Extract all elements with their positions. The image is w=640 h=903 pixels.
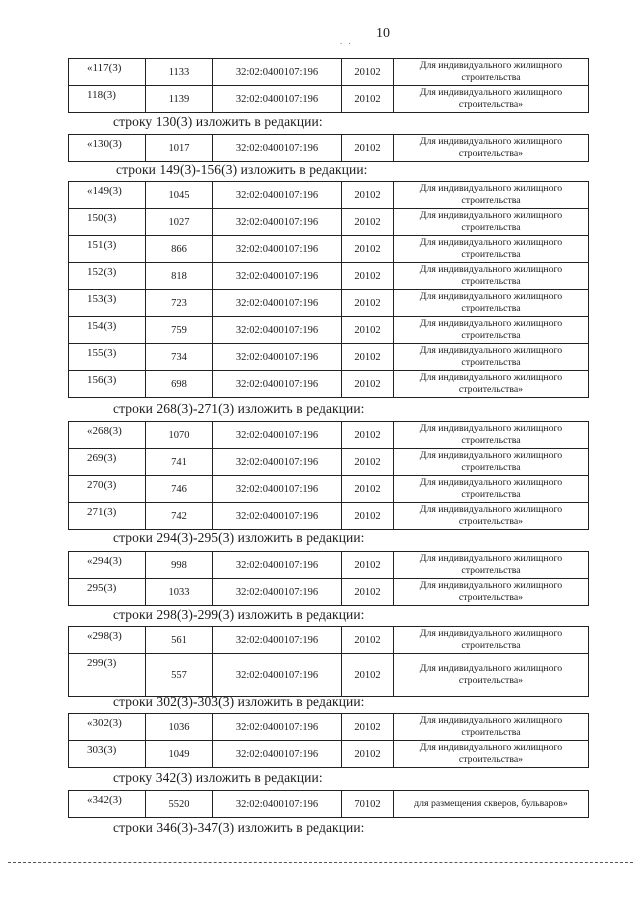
table-row — [69, 371, 589, 398]
code-cell: 20102 — [342, 317, 394, 344]
cadastral-number-cell: 32:02:0400107:196 — [213, 552, 342, 579]
code-cell: 20102 — [342, 714, 394, 741]
table-row — [69, 449, 589, 476]
cadastral-number-cell: 32:02:0400107:196 — [213, 371, 342, 398]
cadastral-number-cell: 32:02:0400107:196 — [213, 422, 342, 449]
cadastral-number-cell: 32:02:0400107:196 — [213, 263, 342, 290]
code-cell: 20102 — [342, 371, 394, 398]
purpose-cell: Для индивидуального жилищного строительства» — [394, 86, 589, 113]
table-row — [69, 503, 589, 530]
area-cell: 1027 — [146, 209, 213, 236]
area-cell: 818 — [146, 263, 213, 290]
row-number-cell: 270(3) — [69, 476, 146, 503]
area-cell: 723 — [146, 290, 213, 317]
code-cell: 70102 — [342, 791, 394, 818]
code-cell: 20102 — [342, 741, 394, 768]
area-cell: 1017 — [146, 135, 213, 162]
code-cell: 20102 — [342, 59, 394, 86]
table-row — [69, 654, 589, 697]
area-cell: 1070 — [146, 422, 213, 449]
amendment-caption: строки 149(3)-156(3) изложить в редакции: — [116, 162, 368, 177]
cadastral-number-cell: 32:02:0400107:196 — [213, 791, 342, 818]
area-cell: 1139 — [146, 86, 213, 113]
area-cell: 1033 — [146, 579, 213, 606]
amendment-caption: строки 346(3)-347(3) изложить в редакции: — [113, 820, 365, 835]
land-plot-table — [68, 626, 589, 697]
table-row — [69, 182, 589, 209]
row-number-cell: «302(3) — [69, 714, 146, 741]
code-cell: 20102 — [342, 579, 394, 606]
land-plot-table — [68, 790, 589, 818]
cadastral-number-cell: 32:02:0400107:196 — [213, 627, 342, 654]
cadastral-number-cell: 32:02:0400107:196 — [213, 135, 342, 162]
footer-dashed-line — [8, 862, 633, 863]
land-plot-table — [68, 134, 589, 162]
row-number-cell: 303(3) — [69, 741, 146, 768]
row-number-cell: 271(3) — [69, 503, 146, 530]
table-row — [69, 209, 589, 236]
area-cell: 698 — [146, 371, 213, 398]
purpose-cell: Для индивидуального жилищного строительства — [394, 627, 589, 654]
land-plot-table — [68, 551, 589, 606]
cadastral-number-cell: 32:02:0400107:196 — [213, 579, 342, 606]
code-cell: 20102 — [342, 209, 394, 236]
land-plot-table — [68, 181, 589, 398]
code-cell: 20102 — [342, 654, 394, 697]
purpose-cell: Для индивидуального жилищного строительства — [394, 290, 589, 317]
land-plot-table — [68, 421, 589, 530]
table-row — [69, 290, 589, 317]
cadastral-number-cell: 32:02:0400107:196 — [213, 344, 342, 371]
table-row — [69, 422, 589, 449]
area-cell: 742 — [146, 503, 213, 530]
purpose-cell: Для индивидуального жилищного строительства — [394, 263, 589, 290]
code-cell: 20102 — [342, 627, 394, 654]
table-row — [69, 236, 589, 263]
table-row — [69, 86, 589, 113]
code-cell: 20102 — [342, 236, 394, 263]
purpose-cell: Для индивидуального жилищного строительства» — [394, 579, 589, 606]
row-number-cell: «298(3) — [69, 627, 146, 654]
cadastral-number-cell: 32:02:0400107:196 — [213, 209, 342, 236]
code-cell: 20102 — [342, 422, 394, 449]
cadastral-number-cell: 32:02:0400107:196 — [213, 476, 342, 503]
purpose-cell: Для индивидуального жилищного строительства — [394, 317, 589, 344]
code-cell: 20102 — [342, 135, 394, 162]
purpose-cell: Для индивидуального жилищного строительства» — [394, 741, 589, 768]
code-cell: 20102 — [342, 263, 394, 290]
row-number-cell: «342(3) — [69, 791, 146, 818]
purpose-cell: Для индивидуального жилищного строительства — [394, 209, 589, 236]
cadastral-number-cell: 32:02:0400107:196 — [213, 86, 342, 113]
row-number-cell: 154(3) — [69, 317, 146, 344]
row-number-cell: «117(3) — [69, 59, 146, 86]
area-cell: 557 — [146, 654, 213, 697]
area-cell: 561 — [146, 627, 213, 654]
table-row — [69, 579, 589, 606]
code-cell: 20102 — [342, 290, 394, 317]
table-row — [69, 476, 589, 503]
table-row — [69, 344, 589, 371]
code-cell: 20102 — [342, 476, 394, 503]
purpose-cell: Для индивидуального жилищного строительства» — [394, 135, 589, 162]
table-row — [69, 741, 589, 768]
cadastral-number-cell: 32:02:0400107:196 — [213, 714, 342, 741]
table-row — [69, 59, 589, 86]
cadastral-number-cell: 32:02:0400107:196 — [213, 182, 342, 209]
amendment-caption: строку 342(3) изложить в редакции: — [113, 770, 323, 785]
code-cell: 20102 — [342, 552, 394, 579]
code-cell: 20102 — [342, 182, 394, 209]
area-cell: 1045 — [146, 182, 213, 209]
amendment-caption: строки 294(3)-295(3) изложить в редакции: — [113, 530, 365, 545]
purpose-cell: Для индивидуального жилищного строительства» — [394, 654, 589, 697]
row-number-cell: 151(3) — [69, 236, 146, 263]
purpose-cell: Для индивидуального жилищного строительства — [394, 59, 589, 86]
purpose-cell: Для индивидуального жилищного строительства — [394, 449, 589, 476]
page-number: 10 — [376, 26, 390, 41]
purpose-cell: Для индивидуального жилищного строительства — [394, 714, 589, 741]
row-number-cell: 153(3) — [69, 290, 146, 317]
purpose-cell: Для индивидуального жилищного строительства — [394, 344, 589, 371]
table-row — [69, 791, 589, 818]
cadastral-number-cell: 32:02:0400107:196 — [213, 236, 342, 263]
table-row — [69, 317, 589, 344]
row-number-cell: 156(3) — [69, 371, 146, 398]
cadastral-number-cell: 32:02:0400107:196 — [213, 317, 342, 344]
row-number-cell: 269(3) — [69, 449, 146, 476]
area-cell: 1036 — [146, 714, 213, 741]
purpose-cell: Для индивидуального жилищного строительства» — [394, 503, 589, 530]
land-plot-table — [68, 58, 589, 113]
area-cell: 1049 — [146, 741, 213, 768]
cadastral-number-cell: 32:02:0400107:196 — [213, 59, 342, 86]
amendment-caption: строки 298(3)-299(3) изложить в редакции: — [113, 607, 365, 622]
table-row — [69, 714, 589, 741]
area-cell: 998 — [146, 552, 213, 579]
area-cell: 5520 — [146, 791, 213, 818]
code-cell: 20102 — [342, 86, 394, 113]
purpose-cell: Для индивидуального жилищного строительства — [394, 552, 589, 579]
purpose-cell: Для индивидуального жилищного строительства — [394, 476, 589, 503]
area-cell: 746 — [146, 476, 213, 503]
area-cell: 734 — [146, 344, 213, 371]
table-row — [69, 263, 589, 290]
cadastral-number-cell: 32:02:0400107:196 — [213, 654, 342, 697]
row-number-cell: 295(3) — [69, 579, 146, 606]
purpose-cell: для размещения скверов, бульваров» — [394, 791, 589, 818]
amendment-caption: строки 302(3)-303(3) изложить в редакции: — [113, 694, 365, 709]
row-number-cell: «130(3) — [69, 135, 146, 162]
row-number-cell: «149(3) — [69, 182, 146, 209]
row-number-cell: 150(3) — [69, 209, 146, 236]
code-cell: 20102 — [342, 344, 394, 371]
table-row — [69, 552, 589, 579]
cadastral-number-cell: 32:02:0400107:196 — [213, 741, 342, 768]
cadastral-number-cell: 32:02:0400107:196 — [213, 290, 342, 317]
code-cell: 20102 — [342, 449, 394, 476]
area-cell: 1133 — [146, 59, 213, 86]
table-row — [69, 627, 589, 654]
purpose-cell: Для индивидуального жилищного строительства — [394, 422, 589, 449]
table-row — [69, 135, 589, 162]
row-number-cell: 299(3) — [69, 654, 146, 697]
row-number-cell: «294(3) — [69, 552, 146, 579]
row-number-cell: 118(3) — [69, 86, 146, 113]
row-number-cell: «268(3) — [69, 422, 146, 449]
area-cell: 866 — [146, 236, 213, 263]
amendment-caption: строку 130(3) изложить в редакции: — [113, 114, 323, 129]
cadastral-number-cell: 32:02:0400107:196 — [213, 503, 342, 530]
purpose-cell: Для индивидуального жилищного строительства» — [394, 371, 589, 398]
amendment-caption: строки 268(3)-271(3) изложить в редакции: — [113, 401, 365, 416]
code-cell: 20102 — [342, 503, 394, 530]
scan-mark: . . — [340, 36, 353, 46]
purpose-cell: Для индивидуального жилищного строительства — [394, 182, 589, 209]
cadastral-number-cell: 32:02:0400107:196 — [213, 449, 342, 476]
land-plot-table — [68, 713, 589, 768]
area-cell: 741 — [146, 449, 213, 476]
area-cell: 759 — [146, 317, 213, 344]
row-number-cell: 155(3) — [69, 344, 146, 371]
row-number-cell: 152(3) — [69, 263, 146, 290]
purpose-cell: Для индивидуального жилищного строительства — [394, 236, 589, 263]
